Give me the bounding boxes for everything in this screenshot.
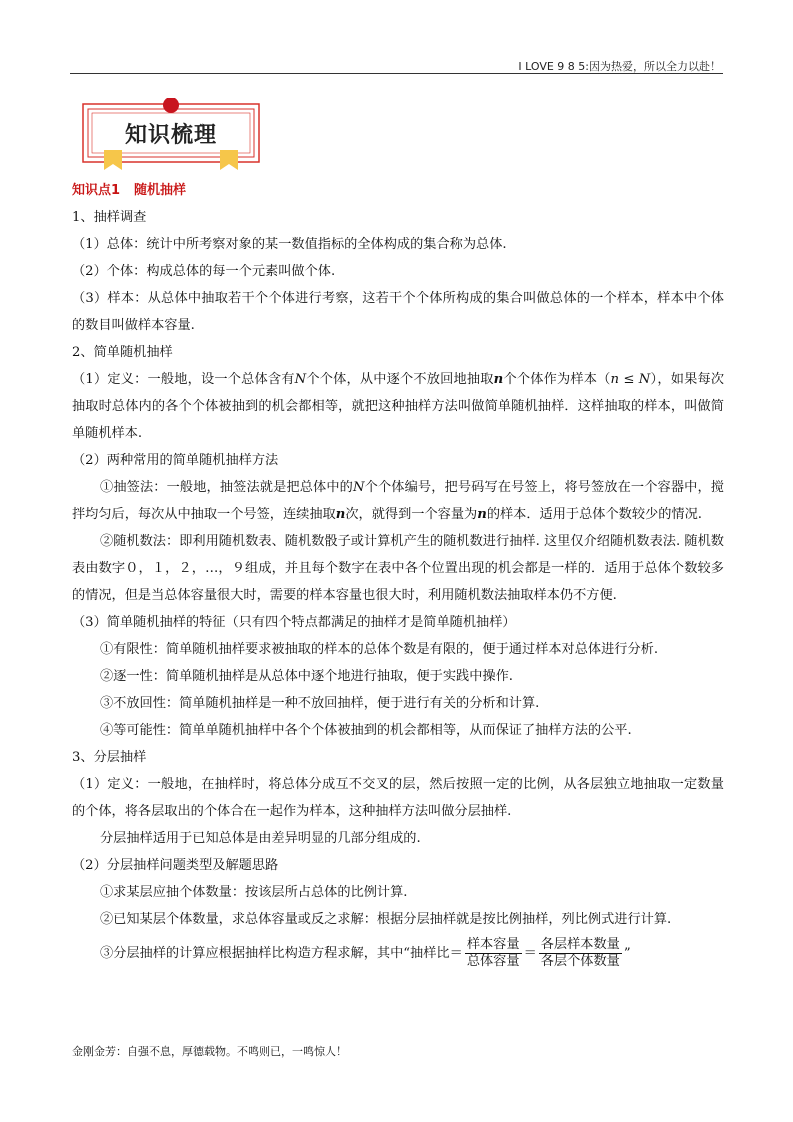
para-sample: （3）样本：从总体中抽取若干个个体进行考察，这若干个个体所构成的集合叫做总体的一个样本，样本中个体的数目叫做样本容量. [72,291,724,333]
heading-srs-features: （3）简单随机抽样的特征（只有四个特点都满足的抽样才是简单随机抽样） [72,615,516,630]
fraction-layer-sample-over-layer-count: $\frac{\text{各层样本数量}}{\text{各层个体数量}}$ [540,937,620,969]
page-header-slogan: I LOVE 9 8 5:因为热爱，所以全力以赴！ [518,60,721,73]
para-srs-definition: （1）定义：一般地，设一个总体含有N个个体，从中逐个不放回地抽取n个个体作为样本（n ≤ N），如果每次抽取时总体内的各个个体被抽到的机会都相等，就把这种抽样方法叫做简单随机抽样．这样抽取的样本，叫做简单随机样本. [72,372,725,441]
heading-simple-random-sampling: 2、简单随机抽样 [72,345,173,360]
badge-ribbon-left [104,150,122,170]
heading-sampling-survey: 1、抽样调查 [72,210,147,225]
header-rule [70,73,723,74]
section-badge [82,98,260,170]
feature-one-by-one: ②逐一性：简单随机抽样是从总体中逐个地进行抽取，便于实践中操作. [100,669,514,684]
heading-two-methods: （2）两种常用的简单随机抽样方法 [72,453,279,468]
para-lottery-method: ①抽签法：一般地，抽签法就是把总体中的N个个体编号，把号码写在号签上，将号签放在一个容器中，搅拌均匀后，每次从中抽取一个号签，连续抽取n次，就得到一个容量为n的样本．适用于总体个数较少的情况. [72,480,724,522]
page-footer-motto: 金刚金芳：自强不息，厚德载物。不鸣则已，一鸣惊人！ [72,1045,347,1058]
heading-stratified-sampling: 3、分层抽样 [72,750,147,765]
type-total-from-layer: ②已知某层个体数量，求总体容量或反之求解：根据分层抽样就是按比例抽样，列比例式进行计算. [100,912,672,927]
badge-ribbon-right [220,150,238,170]
section-heading [72,179,186,198]
section-title: 随机抽样 [134,183,187,198]
para-stratified-definition: （1）定义：一般地，在抽样时，将总体分成互不交叉的层，然后按照一定的比例，从各层独立地抽取一定数量的个体，将各层取出的个体合在一起作为样本，这种抽样方法叫做分层抽样. [72,777,724,819]
feature-without-replacement: ③不放回性：简单随机抽样是一种不放回抽样，便于进行有关的分析和计算. [100,696,540,711]
para-population: （1）总体：统计中所考察对象的某一数值指标的全体构成的集合称为总体. [72,237,507,252]
fraction-sample-over-population: $\frac{\text{样本容量}}{\text{总体容量}}$ [466,937,520,969]
section-number: 知识点1 [72,183,121,198]
heading-stratified-problem-types: （2）分层抽样问题类型及解题思路 [72,858,279,873]
para-individual: （2）个体：构成总体的每一个元素叫做个体. [72,264,336,279]
para-stratified-applicability: 分层抽样适用于已知总体是由差异明显的几部分组成的. [100,831,421,846]
badge-title: 知识梳理 [124,123,217,148]
type-sampling-ratio-equation: ③分层抽样的计算应根据抽样比构造方程求解，其中“抽样比＝ $\frac{\text{样本容量}}{\text{总体容量}}$ ＝ $\frac{\text{各层样本数量}}{\text{各层个体数量}}$ ” [100,937,631,969]
feature-finite: ①有限性：简单随机抽样要求被抽取的样本的总体个数是有限的，便于通过样本对总体进行分析. [100,642,659,657]
document-body [72,204,724,970]
feature-equal-probability: ④等可能性：简单单随机抽样中各个个体被抽到的机会都相等，从而保证了抽样方法的公平. [100,723,632,738]
type-per-layer-count: ①求某层应抽个体数量：按该层所占总体的比例计算. [100,885,408,900]
para-random-number-method: ②随机数法：即利用随机数表、随机数骰子或计算机产生的随机数进行抽样. 这里仅介绍随机数表法. 随机数表由数字０，１，２，…，９组成，并且每个数字在表中各个位置出现的机会都是一样的．适用于总体个数较多的情况，但是当总体容量很大时，需要的样本容量也很大时，利用随机数法抽取样本仍不方便. [72,534,724,603]
